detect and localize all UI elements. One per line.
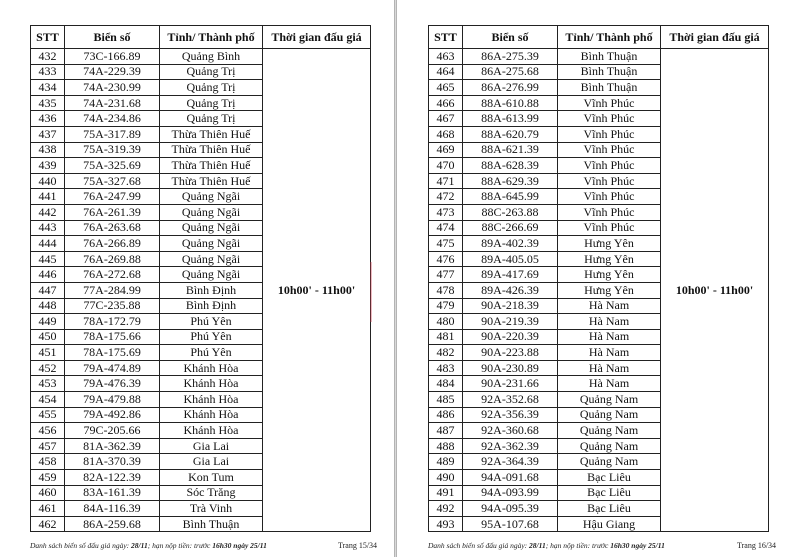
cell-plate: 88C-266.69: [463, 220, 558, 236]
cell-province: Kon Tum: [160, 470, 263, 486]
table-row: [429, 49, 769, 65]
cell-province: Trà Vinh: [160, 501, 263, 517]
cell-plate: 76A-247.99: [65, 189, 160, 205]
cell-plate: 79A-474.89: [65, 360, 160, 376]
cell-province: Thừa Thiên Huế: [160, 158, 263, 174]
cell-stt: 434: [31, 80, 65, 96]
cell-stt: 440: [31, 173, 65, 189]
cell-stt: 454: [31, 392, 65, 408]
cell-plate: 79A-492.86: [65, 407, 160, 423]
cell-stt: 459: [31, 470, 65, 486]
cell-province: Gia Lai: [160, 454, 263, 470]
cell-plate: 95A-107.68: [463, 516, 558, 532]
cell-plate: 86A-259.68: [65, 516, 160, 532]
cell-plate: 79A-479.88: [65, 392, 160, 408]
cell-plate: 90A-218.39: [463, 298, 558, 314]
cell-province: Bạc Liêu: [558, 470, 661, 486]
cell-stt: 448: [31, 298, 65, 314]
cell-plate: 74A-230.99: [65, 80, 160, 96]
cell-stt: 490: [429, 470, 463, 486]
cell-province: Gia Lai: [160, 438, 263, 454]
cell-province: Quảng Nam: [558, 438, 661, 454]
cell-stt: 435: [31, 95, 65, 111]
cell-province: Quảng Nam: [558, 392, 661, 408]
cell-province: Vĩnh Phúc: [558, 142, 661, 158]
cell-province: Vĩnh Phúc: [558, 189, 661, 205]
cell-province: Quảng Trị: [160, 111, 263, 127]
cell-stt: 460: [31, 485, 65, 501]
cell-plate: 90A-230.89: [463, 360, 558, 376]
cell-stt: 449: [31, 314, 65, 330]
cell-province: Hà Nam: [558, 314, 661, 330]
table-row: [31, 49, 371, 65]
auction-time-cell: 10h00' - 11h00': [661, 49, 769, 532]
cell-plate: 78A-175.69: [65, 345, 160, 361]
cell-plate: 90A-231.66: [463, 376, 558, 392]
footer-deadline: 16h30 ngày 25/11: [212, 541, 267, 550]
cell-province: Bạc Liêu: [558, 501, 661, 517]
cell-province: Khánh Hòa: [160, 376, 263, 392]
cell-stt: 486: [429, 407, 463, 423]
plate-table-left: [30, 25, 371, 532]
cell-plate: 74A-231.68: [65, 95, 160, 111]
cell-plate: 83A-161.39: [65, 485, 160, 501]
header-province: Tỉnh/ Thành phố: [558, 26, 661, 49]
cell-province: Thừa Thiên Huế: [160, 126, 263, 142]
cell-stt: 478: [429, 282, 463, 298]
cell-province: Quảng Nam: [558, 407, 661, 423]
footer-deadline: 16h30 ngày 25/11: [610, 541, 665, 550]
cell-stt: 458: [31, 454, 65, 470]
cell-stt: 492: [429, 501, 463, 517]
cell-plate: 94A-095.39: [463, 501, 558, 517]
footer-date: 28/11: [131, 541, 148, 550]
cell-stt: 477: [429, 267, 463, 283]
cell-plate: 77C-235.88: [65, 298, 160, 314]
header-province: Tỉnh/ Thành phố: [160, 26, 263, 49]
cell-stt: 464: [429, 64, 463, 80]
cell-plate: 76A-269.88: [65, 251, 160, 267]
cell-stt: 456: [31, 423, 65, 439]
cell-province: Phú Yên: [160, 314, 263, 330]
cell-province: Quảng Ngãi: [160, 267, 263, 283]
cell-stt: 455: [31, 407, 65, 423]
cell-stt: 447: [31, 282, 65, 298]
cell-stt: 471: [429, 173, 463, 189]
cell-province: Khánh Hòa: [160, 360, 263, 376]
cell-stt: 470: [429, 158, 463, 174]
cell-plate: 92A-360.68: [463, 423, 558, 439]
cell-stt: 445: [31, 251, 65, 267]
cell-plate: 88A-629.39: [463, 173, 558, 189]
cell-plate: 94A-091.68: [463, 470, 558, 486]
footer-middle: ; hạn nộp tiền: trước: [147, 541, 213, 550]
cell-stt: 484: [429, 376, 463, 392]
cell-province: Vĩnh Phúc: [558, 126, 661, 142]
cell-province: Hưng Yên: [558, 282, 661, 298]
cell-plate: 82A-122.39: [65, 470, 160, 486]
stamp-mark: [370, 262, 392, 322]
cell-province: Khánh Hòa: [160, 392, 263, 408]
cell-plate: 89A-426.39: [463, 282, 558, 298]
cell-province: Vĩnh Phúc: [558, 158, 661, 174]
cell-province: Quảng Bình: [160, 49, 263, 65]
cell-province: Bình Thuận: [558, 80, 661, 96]
cell-stt: 446: [31, 267, 65, 283]
cell-plate: 88A-628.39: [463, 158, 558, 174]
cell-plate: 73C-166.89: [65, 49, 160, 65]
cell-plate: 74A-234.86: [65, 111, 160, 127]
cell-province: Hà Nam: [558, 298, 661, 314]
cell-stt: 482: [429, 345, 463, 361]
cell-stt: 442: [31, 204, 65, 220]
footer-middle: ; hạn nộp tiền: trước: [545, 541, 611, 550]
plate-table-right: [428, 25, 769, 532]
cell-stt: 475: [429, 236, 463, 252]
cell-stt: 479: [429, 298, 463, 314]
cell-province: Bình Thuận: [558, 49, 661, 65]
cell-plate: 88A-621.39: [463, 142, 558, 158]
cell-province: Phú Yên: [160, 345, 263, 361]
auction-time-cell: 10h00' - 11h00': [263, 49, 371, 532]
cell-stt: 468: [429, 126, 463, 142]
cell-plate: 77A-284.99: [65, 282, 160, 298]
cell-stt: 493: [429, 516, 463, 532]
cell-plate: 90A-219.39: [463, 314, 558, 330]
cell-plate: 86A-275.68: [463, 64, 558, 80]
cell-stt: 473: [429, 204, 463, 220]
cell-province: Hà Nam: [558, 376, 661, 392]
header-stt: STT: [429, 26, 463, 49]
cell-province: Quảng Trị: [160, 95, 263, 111]
cell-province: Thừa Thiên Huế: [160, 142, 263, 158]
cell-plate: 86A-275.39: [463, 49, 558, 65]
cell-stt: 481: [429, 329, 463, 345]
cell-plate: 94A-093.99: [463, 485, 558, 501]
cell-plate: 78A-175.66: [65, 329, 160, 345]
header-stt: STT: [31, 26, 65, 49]
cell-stt: 451: [31, 345, 65, 361]
cell-stt: 439: [31, 158, 65, 174]
cell-province: Hưng Yên: [558, 267, 661, 283]
cell-plate: 88A-610.88: [463, 95, 558, 111]
cell-plate: 81A-370.39: [65, 454, 160, 470]
cell-province: Quảng Trị: [160, 64, 263, 80]
cell-stt: 465: [429, 80, 463, 96]
cell-stt: 467: [429, 111, 463, 127]
cell-stt: 438: [31, 142, 65, 158]
cell-province: Hà Nam: [558, 345, 661, 361]
cell-province: Hưng Yên: [558, 236, 661, 252]
cell-stt: 443: [31, 220, 65, 236]
cell-plate: 92A-364.39: [463, 454, 558, 470]
cell-plate: 75A-325.69: [65, 158, 160, 174]
cell-stt: 441: [31, 189, 65, 205]
header-plate: Biển số: [65, 26, 160, 49]
cell-stt: 463: [429, 49, 463, 65]
cell-province: Thừa Thiên Huế: [160, 173, 263, 189]
cell-province: Vĩnh Phúc: [558, 111, 661, 127]
cell-plate: 78A-172.79: [65, 314, 160, 330]
cell-stt: 483: [429, 360, 463, 376]
cell-province: Khánh Hòa: [160, 407, 263, 423]
page-number-right: Trang 16/34: [737, 541, 777, 550]
cell-stt: 453: [31, 376, 65, 392]
cell-province: Vĩnh Phúc: [558, 173, 661, 189]
cell-plate: 75A-327.68: [65, 173, 160, 189]
cell-stt: 444: [31, 236, 65, 252]
cell-stt: 469: [429, 142, 463, 158]
footer-note-right: [428, 541, 665, 550]
cell-province: Quảng Ngãi: [160, 220, 263, 236]
cell-stt: 432: [31, 49, 65, 65]
cell-province: Bình Thuận: [160, 516, 263, 532]
cell-stt: 461: [31, 501, 65, 517]
cell-province: Vĩnh Phúc: [558, 95, 661, 111]
cell-stt: 488: [429, 438, 463, 454]
cell-province: Quảng Ngãi: [160, 236, 263, 252]
cell-province: Quảng Nam: [558, 423, 661, 439]
cell-plate: 86A-276.99: [463, 80, 558, 96]
cell-province: Sóc Trăng: [160, 485, 263, 501]
cell-plate: 84A-116.39: [65, 501, 160, 517]
footer-note-left: [30, 541, 267, 550]
cell-stt: 433: [31, 64, 65, 80]
cell-plate: 81A-362.39: [65, 438, 160, 454]
cell-plate: 88A-645.99: [463, 189, 558, 205]
cell-province: Hậu Giang: [558, 516, 661, 532]
table-body-right: [429, 49, 769, 532]
cell-plate: 76A-263.68: [65, 220, 160, 236]
cell-province: Hà Nam: [558, 360, 661, 376]
cell-stt: 436: [31, 111, 65, 127]
cell-stt: 476: [429, 251, 463, 267]
cell-province: Quảng Trị: [160, 80, 263, 96]
header-time: Thời gian đấu giá: [661, 26, 769, 49]
cell-stt: 450: [31, 329, 65, 345]
cell-stt: 472: [429, 189, 463, 205]
cell-plate: 79C-205.66: [65, 423, 160, 439]
cell-province: Phú Yên: [160, 329, 263, 345]
table-header-row: [429, 26, 769, 49]
cell-plate: 88A-620.79: [463, 126, 558, 142]
cell-plate: 76A-261.39: [65, 204, 160, 220]
cell-stt: 489: [429, 454, 463, 470]
cell-stt: 462: [31, 516, 65, 532]
cell-province: Khánh Hòa: [160, 423, 263, 439]
cell-plate: 92A-356.39: [463, 407, 558, 423]
cell-plate: 89A-417.69: [463, 267, 558, 283]
cell-province: Quảng Ngãi: [160, 251, 263, 267]
cell-province: Bạc Liêu: [558, 485, 661, 501]
cell-province: Hà Nam: [558, 329, 661, 345]
cell-plate: 88C-263.88: [463, 204, 558, 220]
cell-province: Vĩnh Phúc: [558, 220, 661, 236]
cell-province: Quảng Nam: [558, 454, 661, 470]
cell-plate: 79A-476.39: [65, 376, 160, 392]
cell-province: Hưng Yên: [558, 251, 661, 267]
cell-stt: 480: [429, 314, 463, 330]
cell-province: Bình Định: [160, 298, 263, 314]
cell-plate: 76A-266.89: [65, 236, 160, 252]
cell-plate: 90A-223.88: [463, 345, 558, 361]
footer-prefix: Danh sách biển số đấu giá ngày:: [30, 541, 132, 550]
cell-stt: 474: [429, 220, 463, 236]
cell-plate: 90A-220.39: [463, 329, 558, 345]
cell-province: Quảng Ngãi: [160, 204, 263, 220]
cell-plate: 74A-229.39: [65, 64, 160, 80]
footer-prefix: Danh sách biển số đấu giá ngày:: [428, 541, 530, 550]
cell-stt: 452: [31, 360, 65, 376]
header-time: Thời gian đấu giá: [263, 26, 371, 49]
cell-stt: 457: [31, 438, 65, 454]
cell-plate: 75A-319.39: [65, 142, 160, 158]
page-number-left: Trang 15/34: [338, 541, 378, 550]
footer-date: 28/11: [529, 541, 546, 550]
cell-plate: 92A-352.68: [463, 392, 558, 408]
header-plate: Biển số: [463, 26, 558, 49]
cell-stt: 466: [429, 95, 463, 111]
cell-stt: 491: [429, 485, 463, 501]
table-header-row: [31, 26, 371, 49]
cell-province: Bình Định: [160, 282, 263, 298]
table-body-left: [31, 49, 371, 532]
cell-province: Bình Thuận: [558, 64, 661, 80]
cell-plate: 89A-402.39: [463, 236, 558, 252]
cell-province: Vĩnh Phúc: [558, 204, 661, 220]
document-page-left: [0, 0, 394, 557]
cell-stt: 487: [429, 423, 463, 439]
cell-plate: 75A-317.89: [65, 126, 160, 142]
cell-plate: 88A-613.99: [463, 111, 558, 127]
cell-stt: 485: [429, 392, 463, 408]
document-page-right: [397, 0, 791, 557]
cell-plate: 92A-362.39: [463, 438, 558, 454]
cell-stt: 437: [31, 126, 65, 142]
cell-plate: 89A-405.05: [463, 251, 558, 267]
cell-province: Quảng Ngãi: [160, 189, 263, 205]
cell-plate: 76A-272.68: [65, 267, 160, 283]
